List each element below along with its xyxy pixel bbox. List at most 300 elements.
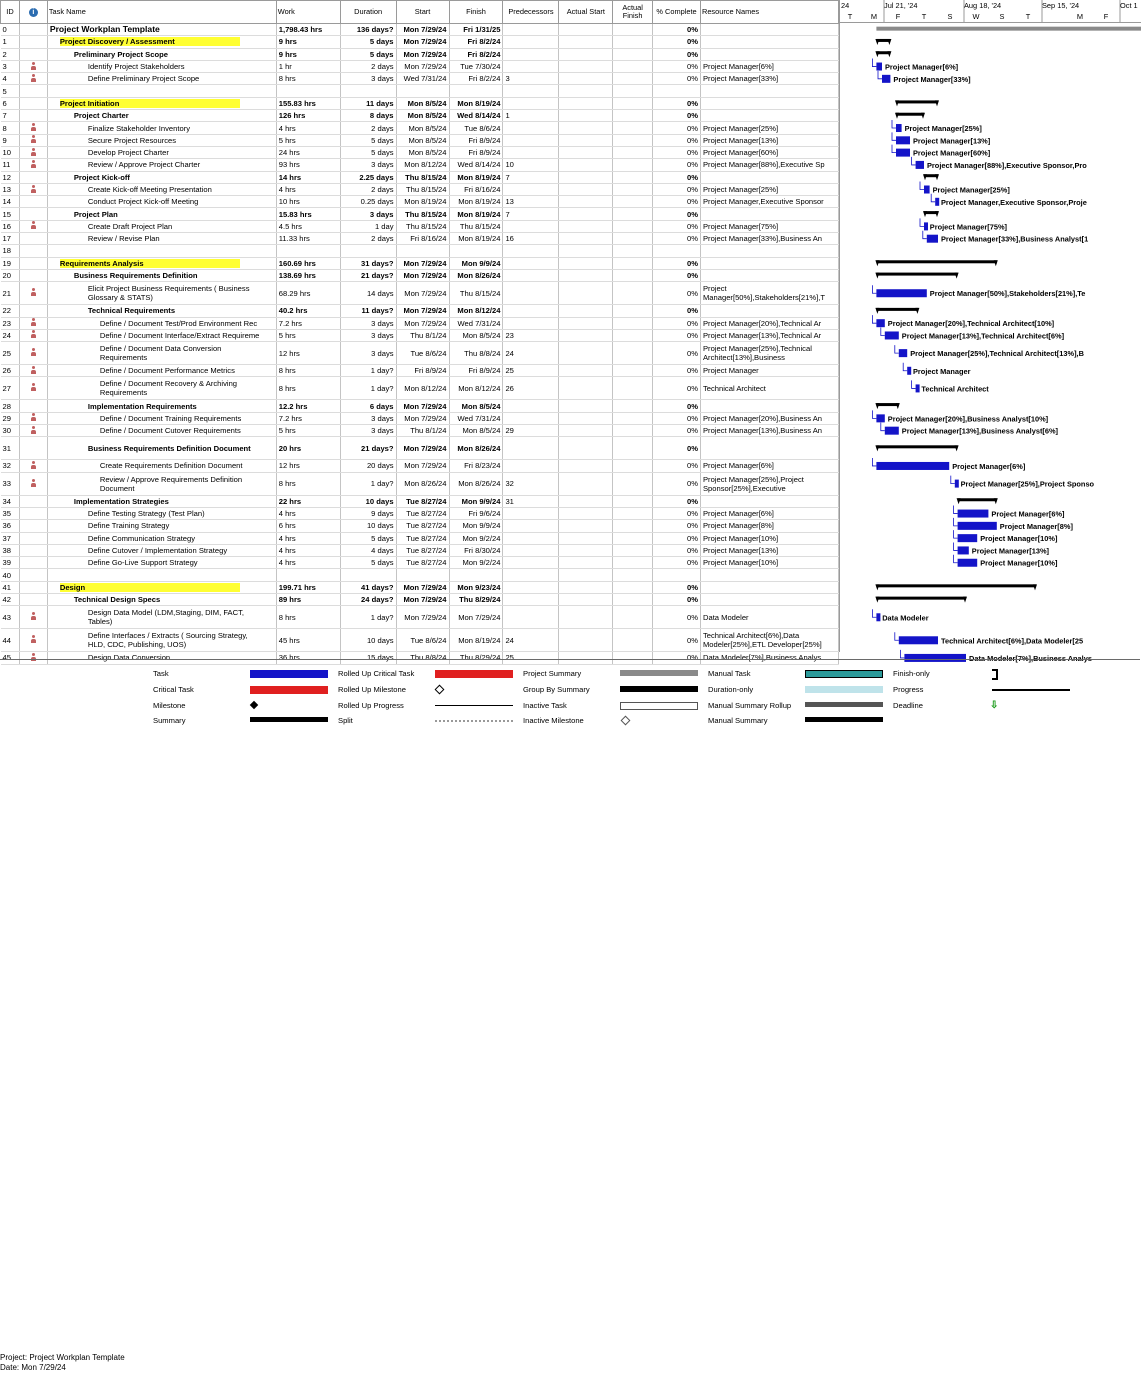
task-start[interactable]	[396, 569, 449, 581]
task-work[interactable]: 4.5 hrs	[276, 220, 340, 232]
task-start[interactable]: Mon 7/29/24	[396, 24, 449, 36]
task-id[interactable]: 44	[1, 629, 20, 652]
dependency-link[interactable]	[872, 609, 876, 617]
task-finish[interactable]: Mon 8/19/24	[449, 171, 503, 183]
task-work[interactable]: 9 hrs	[276, 36, 340, 48]
task-finish[interactable]: Mon 8/26/24	[449, 472, 503, 495]
task-indicators[interactable]	[19, 257, 47, 269]
dependency-link[interactable]	[920, 218, 924, 226]
task-start[interactable]: Mon 7/29/24	[396, 305, 449, 317]
task-duration[interactable]: 1 day?	[340, 365, 396, 377]
task-row[interactable]	[1, 183, 839, 195]
task-actual-start[interactable]	[559, 544, 613, 556]
task-finish[interactable]: Mon 8/5/24	[449, 329, 503, 341]
task-id[interactable]: 8	[1, 122, 20, 134]
task-finish[interactable]: Fri 8/2/24	[449, 73, 503, 85]
task-actual-start[interactable]	[559, 85, 613, 97]
task-resources[interactable]	[700, 507, 838, 519]
task-name[interactable]	[47, 220, 276, 232]
task-name[interactable]	[47, 196, 276, 208]
task-resources[interactable]	[700, 412, 838, 424]
col-header-indicators[interactable]	[19, 1, 47, 24]
task-indicators[interactable]	[19, 365, 47, 377]
task-percent-complete[interactable]: 0%	[653, 305, 701, 317]
task-actual-finish[interactable]	[613, 171, 653, 183]
task-percent-complete[interactable]: 0%	[653, 208, 701, 220]
task-percent-complete[interactable]: 0%	[653, 257, 701, 269]
task-start[interactable]: Fri 8/16/24	[396, 233, 449, 245]
task-start[interactable]	[396, 245, 449, 257]
task-name[interactable]	[47, 24, 276, 36]
task-percent-complete[interactable]: 0%	[653, 544, 701, 556]
task-row[interactable]	[1, 400, 839, 412]
task-name[interactable]	[47, 606, 276, 629]
task-work[interactable]: 8 hrs	[276, 365, 340, 377]
task-work[interactable]: 4 hrs	[276, 557, 340, 569]
task-finish[interactable]: Tue 8/6/24	[449, 122, 503, 134]
task-actual-start[interactable]	[559, 305, 613, 317]
task-name[interactable]	[47, 110, 276, 122]
task-work[interactable]: 155.83 hrs	[276, 97, 340, 109]
task-id[interactable]: 18	[1, 245, 20, 257]
task-id[interactable]: 33	[1, 472, 20, 495]
task-finish[interactable]: Fri 1/31/25	[449, 24, 503, 36]
task-resources[interactable]	[700, 97, 838, 109]
task-row[interactable]	[1, 220, 839, 232]
task-indicators[interactable]	[19, 110, 47, 122]
task-percent-complete[interactable]	[653, 569, 701, 581]
task-start[interactable]: Mon 7/29/24	[396, 257, 449, 269]
task-actual-finish[interactable]	[613, 245, 653, 257]
task-work[interactable]: 8 hrs	[276, 377, 340, 400]
task-actual-start[interactable]	[559, 110, 613, 122]
task-id[interactable]: 20	[1, 269, 20, 281]
task-percent-complete[interactable]: 0%	[653, 48, 701, 60]
task-start[interactable]: Thu 8/8/24	[396, 652, 449, 664]
task-actual-finish[interactable]	[613, 305, 653, 317]
task-predecessors[interactable]	[503, 24, 559, 36]
task-indicators[interactable]	[19, 24, 47, 36]
task-id[interactable]: 27	[1, 377, 20, 400]
task-duration[interactable]: 21 days?	[340, 437, 396, 460]
task-duration[interactable]: 3 days	[340, 342, 396, 365]
task-predecessors[interactable]	[503, 593, 559, 605]
task-work[interactable]: 93 hrs	[276, 159, 340, 171]
summary-bar[interactable]	[876, 597, 966, 600]
task-row[interactable]	[1, 365, 839, 377]
task-work[interactable]: 4 hrs	[276, 122, 340, 134]
task-duration[interactable]: 24 days?	[340, 593, 396, 605]
task-bar[interactable]	[899, 636, 938, 644]
task-finish[interactable]	[449, 569, 503, 581]
task-name[interactable]	[47, 282, 276, 305]
task-actual-start[interactable]	[559, 400, 613, 412]
task-actual-finish[interactable]	[613, 569, 653, 581]
task-indicators[interactable]	[19, 460, 47, 472]
task-resources[interactable]	[700, 257, 838, 269]
task-duration[interactable]: 5 days	[340, 48, 396, 60]
task-duration[interactable]: 2 days	[340, 122, 396, 134]
task-row[interactable]	[1, 208, 839, 220]
task-percent-complete[interactable]: 0%	[653, 495, 701, 507]
task-start[interactable]: Tue 8/6/24	[396, 342, 449, 365]
task-start[interactable]: Mon 7/29/24	[396, 581, 449, 593]
task-bar[interactable]	[882, 75, 890, 83]
task-row[interactable]	[1, 305, 839, 317]
task-percent-complete[interactable]: 0%	[653, 400, 701, 412]
task-resources[interactable]	[700, 305, 838, 317]
task-indicators[interactable]	[19, 606, 47, 629]
task-duration[interactable]: 8 days	[340, 110, 396, 122]
task-resources[interactable]	[700, 569, 838, 581]
task-work[interactable]: 40.2 hrs	[276, 305, 340, 317]
task-duration[interactable]: 5 days	[340, 532, 396, 544]
task-percent-complete[interactable]	[653, 245, 701, 257]
task-id[interactable]: 10	[1, 146, 20, 158]
task-id[interactable]: 38	[1, 544, 20, 556]
col-header-actual-finish[interactable]: Actual Finish	[613, 1, 653, 24]
task-id[interactable]: 23	[1, 317, 20, 329]
task-duration[interactable]: 11 days?	[340, 305, 396, 317]
task-actual-start[interactable]	[559, 196, 613, 208]
dependency-link[interactable]	[872, 410, 876, 418]
dependency-link[interactable]	[900, 650, 904, 658]
task-actual-finish[interactable]	[613, 134, 653, 146]
task-predecessors[interactable]: 25	[503, 652, 559, 664]
task-row[interactable]	[1, 507, 839, 519]
task-actual-start[interactable]	[559, 425, 613, 437]
task-resources[interactable]	[700, 171, 838, 183]
dependency-link[interactable]	[895, 345, 899, 353]
task-percent-complete[interactable]: 0%	[653, 282, 701, 305]
task-work[interactable]: 20 hrs	[276, 437, 340, 460]
task-work[interactable]: 1 hr	[276, 60, 340, 72]
task-resources[interactable]	[700, 472, 838, 495]
task-actual-finish[interactable]	[613, 606, 653, 629]
task-duration[interactable]	[340, 85, 396, 97]
task-actual-finish[interactable]	[613, 400, 653, 412]
task-start[interactable]: Mon 7/29/24	[396, 460, 449, 472]
task-bar[interactable]	[896, 149, 910, 157]
task-name[interactable]	[47, 329, 276, 341]
dependency-link[interactable]	[872, 458, 876, 466]
task-row[interactable]	[1, 437, 839, 460]
task-work[interactable]: 8 hrs	[276, 606, 340, 629]
task-indicators[interactable]	[19, 196, 47, 208]
task-work[interactable]: 10 hrs	[276, 196, 340, 208]
task-percent-complete[interactable]: 0%	[653, 412, 701, 424]
task-resources[interactable]	[700, 460, 838, 472]
task-id[interactable]: 21	[1, 282, 20, 305]
task-actual-finish[interactable]	[613, 233, 653, 245]
task-actual-start[interactable]	[559, 245, 613, 257]
task-work[interactable]: 7.2 hrs	[276, 412, 340, 424]
task-start[interactable]: Mon 7/29/24	[396, 412, 449, 424]
task-actual-start[interactable]	[559, 208, 613, 220]
task-percent-complete[interactable]: 0%	[653, 269, 701, 281]
task-indicators[interactable]	[19, 85, 47, 97]
task-start[interactable]: Mon 8/5/24	[396, 134, 449, 146]
dependency-link[interactable]	[872, 285, 876, 293]
task-start[interactable]: Wed 7/31/24	[396, 73, 449, 85]
task-duration[interactable]: 136 days?	[340, 24, 396, 36]
task-finish[interactable]: Mon 8/19/24	[449, 233, 503, 245]
task-indicators[interactable]	[19, 329, 47, 341]
dependency-link[interactable]	[954, 530, 958, 538]
task-predecessors[interactable]: 31	[503, 495, 559, 507]
task-resources[interactable]	[700, 134, 838, 146]
task-bar[interactable]	[885, 427, 899, 435]
task-finish[interactable]: Fri 8/2/24	[449, 36, 503, 48]
task-id[interactable]: 6	[1, 97, 20, 109]
task-predecessors[interactable]: 32	[503, 472, 559, 495]
task-actual-start[interactable]	[559, 183, 613, 195]
task-row[interactable]	[1, 171, 839, 183]
task-start[interactable]: Mon 8/26/24	[396, 472, 449, 495]
task-bar[interactable]	[876, 613, 880, 621]
task-resources[interactable]	[700, 317, 838, 329]
task-actual-start[interactable]	[559, 73, 613, 85]
task-bar[interactable]	[916, 384, 920, 392]
task-predecessors[interactable]	[503, 220, 559, 232]
task-id[interactable]: 37	[1, 532, 20, 544]
task-resources[interactable]	[700, 208, 838, 220]
task-duration[interactable]: 3 days	[340, 329, 396, 341]
dependency-link[interactable]	[931, 194, 935, 202]
task-actual-start[interactable]	[559, 317, 613, 329]
task-id[interactable]: 11	[1, 159, 20, 171]
task-duration[interactable]: 1 day?	[340, 377, 396, 400]
task-row[interactable]	[1, 233, 839, 245]
project-summary-bar[interactable]	[876, 27, 1141, 31]
dependency-link[interactable]	[912, 380, 916, 388]
task-finish[interactable]: Mon 8/19/24	[449, 629, 503, 652]
task-actual-finish[interactable]	[613, 24, 653, 36]
task-actual-start[interactable]	[559, 365, 613, 377]
task-resources[interactable]	[700, 425, 838, 437]
task-percent-complete[interactable]: 0%	[653, 329, 701, 341]
summary-bar[interactable]	[876, 260, 996, 263]
task-work[interactable]: 12.2 hrs	[276, 400, 340, 412]
task-duration[interactable]: 3 days	[340, 159, 396, 171]
task-resources[interactable]	[700, 606, 838, 629]
dependency-link[interactable]	[954, 555, 958, 563]
task-percent-complete[interactable]: 0%	[653, 146, 701, 158]
task-work[interactable]: 45 hrs	[276, 629, 340, 652]
task-start[interactable]: Mon 8/5/24	[396, 122, 449, 134]
task-id[interactable]: 40	[1, 569, 20, 581]
dependency-link[interactable]	[895, 632, 899, 640]
task-start[interactable]: Mon 8/5/24	[396, 146, 449, 158]
task-work[interactable]: 5 hrs	[276, 134, 340, 146]
task-name[interactable]	[47, 532, 276, 544]
task-id[interactable]: 16	[1, 220, 20, 232]
task-percent-complete[interactable]: 0%	[653, 425, 701, 437]
task-bar[interactable]	[896, 124, 902, 132]
task-actual-finish[interactable]	[613, 425, 653, 437]
task-work[interactable]: 14 hrs	[276, 171, 340, 183]
dependency-link[interactable]	[951, 476, 955, 484]
task-actual-start[interactable]	[559, 606, 613, 629]
task-start[interactable]: Tue 8/27/24	[396, 532, 449, 544]
task-actual-finish[interactable]	[613, 282, 653, 305]
task-name[interactable]	[47, 85, 276, 97]
task-name[interactable]	[47, 460, 276, 472]
task-duration[interactable]: 3 days	[340, 317, 396, 329]
task-work[interactable]: 7.2 hrs	[276, 317, 340, 329]
task-percent-complete[interactable]: 0%	[653, 183, 701, 195]
task-row[interactable]	[1, 593, 839, 605]
task-id[interactable]: 3	[1, 60, 20, 72]
task-actual-start[interactable]	[559, 282, 613, 305]
task-percent-complete[interactable]: 0%	[653, 520, 701, 532]
col-header-work[interactable]: Work	[276, 1, 340, 24]
task-bar[interactable]	[896, 136, 910, 144]
task-indicators[interactable]	[19, 171, 47, 183]
task-name[interactable]	[47, 257, 276, 269]
task-duration[interactable]: 10 days	[340, 520, 396, 532]
task-name[interactable]	[47, 171, 276, 183]
task-finish[interactable]: Fri 8/16/24	[449, 183, 503, 195]
task-actual-finish[interactable]	[613, 437, 653, 460]
task-id[interactable]: 39	[1, 557, 20, 569]
task-start[interactable]: Mon 7/29/24	[396, 437, 449, 460]
task-duration[interactable]: 3 days	[340, 425, 396, 437]
task-finish[interactable]: Tue 7/30/24	[449, 60, 503, 72]
task-start[interactable]: Mon 7/29/24	[396, 400, 449, 412]
task-predecessors[interactable]	[503, 532, 559, 544]
task-actual-finish[interactable]	[613, 377, 653, 400]
task-predecessors[interactable]	[503, 317, 559, 329]
task-actual-finish[interactable]	[613, 220, 653, 232]
task-indicators[interactable]	[19, 472, 47, 495]
task-actual-finish[interactable]	[613, 97, 653, 109]
task-name[interactable]	[47, 97, 276, 109]
task-resources[interactable]	[700, 233, 838, 245]
task-start[interactable]: Tue 8/27/24	[396, 557, 449, 569]
task-row[interactable]	[1, 377, 839, 400]
task-actual-finish[interactable]	[613, 36, 653, 48]
task-predecessors[interactable]	[503, 60, 559, 72]
task-work[interactable]: 5 hrs	[276, 425, 340, 437]
task-row[interactable]	[1, 269, 839, 281]
task-predecessors[interactable]	[503, 282, 559, 305]
task-percent-complete[interactable]: 0%	[653, 220, 701, 232]
task-actual-start[interactable]	[559, 48, 613, 60]
task-actual-start[interactable]	[559, 581, 613, 593]
col-header-resource-names[interactable]: Resource Names	[700, 1, 838, 24]
task-resources[interactable]	[700, 220, 838, 232]
col-header-actual-start[interactable]: Actual Start	[559, 1, 613, 24]
task-percent-complete[interactable]: 0%	[653, 171, 701, 183]
task-row[interactable]	[1, 257, 839, 269]
task-indicators[interactable]	[19, 593, 47, 605]
task-predecessors[interactable]	[503, 97, 559, 109]
task-indicators[interactable]	[19, 581, 47, 593]
task-id[interactable]: 19	[1, 257, 20, 269]
task-percent-complete[interactable]: 0%	[653, 110, 701, 122]
task-predecessors[interactable]	[503, 581, 559, 593]
task-predecessors[interactable]	[503, 569, 559, 581]
task-percent-complete[interactable]: 0%	[653, 437, 701, 460]
dependency-link[interactable]	[872, 315, 876, 323]
task-work[interactable]: 4 hrs	[276, 532, 340, 544]
task-predecessors[interactable]	[503, 412, 559, 424]
task-finish[interactable]: Fri 8/9/24	[449, 365, 503, 377]
task-actual-start[interactable]	[559, 557, 613, 569]
task-finish[interactable]: Mon 8/19/24	[449, 208, 503, 220]
task-work[interactable]: 5 hrs	[276, 329, 340, 341]
task-actual-finish[interactable]	[613, 196, 653, 208]
task-finish[interactable]: Fri 9/6/24	[449, 507, 503, 519]
task-id[interactable]: 17	[1, 233, 20, 245]
task-finish[interactable]: Thu 8/15/24	[449, 282, 503, 305]
task-row[interactable]	[1, 122, 839, 134]
task-name[interactable]	[47, 134, 276, 146]
task-percent-complete[interactable]: 0%	[653, 507, 701, 519]
task-id[interactable]: 28	[1, 400, 20, 412]
task-work[interactable]: 4 hrs	[276, 507, 340, 519]
task-resources[interactable]	[700, 520, 838, 532]
task-predecessors[interactable]	[503, 544, 559, 556]
task-percent-complete[interactable]: 0%	[653, 593, 701, 605]
task-indicators[interactable]	[19, 183, 47, 195]
task-row[interactable]	[1, 317, 839, 329]
task-name[interactable]	[47, 437, 276, 460]
col-header-finish[interactable]: Finish	[449, 1, 503, 24]
task-row[interactable]	[1, 85, 839, 97]
task-duration[interactable]: 2 days	[340, 60, 396, 72]
task-percent-complete[interactable]: 0%	[653, 36, 701, 48]
task-name[interactable]	[47, 544, 276, 556]
task-actual-start[interactable]	[559, 97, 613, 109]
task-row[interactable]	[1, 97, 839, 109]
task-finish[interactable]: Wed 8/14/24	[449, 110, 503, 122]
task-resources[interactable]	[700, 342, 838, 365]
task-name[interactable]	[47, 472, 276, 495]
task-predecessors[interactable]	[503, 257, 559, 269]
task-row[interactable]	[1, 159, 839, 171]
task-bar[interactable]	[924, 222, 928, 230]
task-resources[interactable]	[700, 544, 838, 556]
task-work[interactable]: 1,798.43 hrs	[276, 24, 340, 36]
task-finish[interactable]: Thu 8/8/24	[449, 342, 503, 365]
task-predecessors[interactable]: 23	[503, 329, 559, 341]
task-work[interactable]	[276, 569, 340, 581]
task-indicators[interactable]	[19, 629, 47, 652]
task-name[interactable]	[47, 36, 276, 48]
task-row[interactable]	[1, 495, 839, 507]
task-row[interactable]	[1, 245, 839, 257]
task-actual-start[interactable]	[559, 329, 613, 341]
task-percent-complete[interactable]: 0%	[653, 73, 701, 85]
task-finish[interactable]: Fri 8/23/24	[449, 460, 503, 472]
task-finish[interactable]: Mon 9/2/24	[449, 532, 503, 544]
task-resources[interactable]	[700, 593, 838, 605]
task-start[interactable]: Tue 8/27/24	[396, 495, 449, 507]
task-row[interactable]	[1, 581, 839, 593]
task-bar[interactable]	[958, 522, 997, 530]
task-name[interactable]	[47, 377, 276, 400]
task-bar[interactable]	[916, 161, 924, 169]
task-duration[interactable]: 0.25 days	[340, 196, 396, 208]
task-duration[interactable]: 15 days	[340, 652, 396, 664]
task-id[interactable]: 36	[1, 520, 20, 532]
task-actual-start[interactable]	[559, 495, 613, 507]
task-row[interactable]	[1, 282, 839, 305]
task-duration[interactable]: 2.25 days	[340, 171, 396, 183]
task-actual-start[interactable]	[559, 532, 613, 544]
